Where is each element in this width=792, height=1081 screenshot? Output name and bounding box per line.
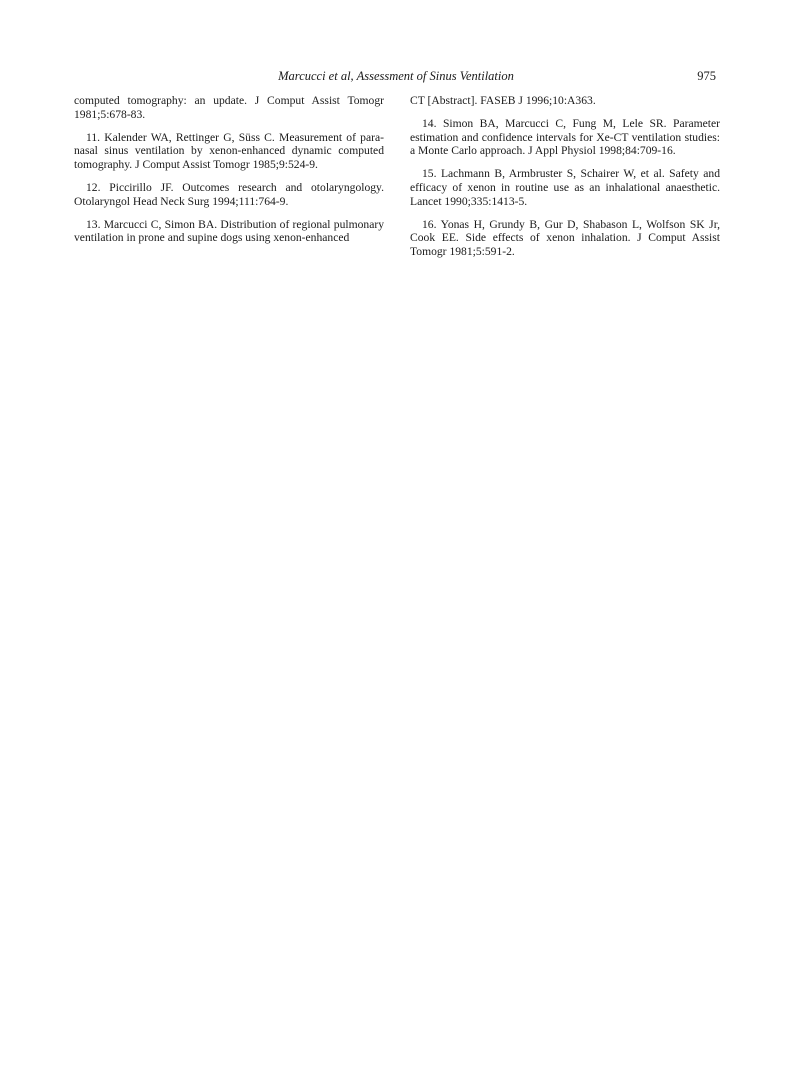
reference-13-continued: CT [Abstract]. FASEB J 1996;10:A363. — [410, 94, 596, 107]
reference-16: 16. Yonas H, Grundy B, Gur D, Shabason L, Wolfson SK Jr, Cook EE. Side effects of xenon inhalation. J Comput Assist Tomogr 1981;5:591-2. — [410, 217, 720, 258]
reference-13: 13. Marcucci C, Simon BA. Distribution of regional pulmonary ventilation in prone and supine dogs using xenon-enhanced — [74, 217, 384, 245]
page-number: 975 — [697, 69, 716, 83]
references-left-column — [74, 94, 384, 254]
references-right-column — [410, 94, 720, 268]
reference-12: 12. Piccirillo JF. Outcomes research and otolaryngology. Otolaryngol Head Neck Surg 1994;111:764-9. — [74, 180, 384, 208]
reference-14: 14. Simon BA, Marcucci C, Fung M, Lele SR. Parameter estimation and confidence intervals for Xe-CT ventilation studies: a Monte Carlo approach. J Appl Physiol 1998;84:709-16. — [410, 117, 720, 158]
running-head — [0, 68, 792, 84]
reference-continued: computed tomography: an update. J Comput Assist Tomogr 1981;5:678-83. — [74, 94, 384, 121]
running-title: Marcucci et al, Assessment of Sinus Ventilation — [278, 69, 514, 83]
reference-11: 11. Kalender WA, Rettinger G, Süss C. Measurement of paranasal sinus ventilation by xenon-enhanced dynamic computed tomography. J Comput Assist Tomogr 1985;9:524-9. — [74, 130, 384, 171]
reference-15: 15. Lachmann B, Armbruster S, Schairer W, et al. Safety and efficacy of xenon in routine use as an inhalational anaesthetic. Lancet 1990;335:1413-5. — [410, 167, 720, 208]
